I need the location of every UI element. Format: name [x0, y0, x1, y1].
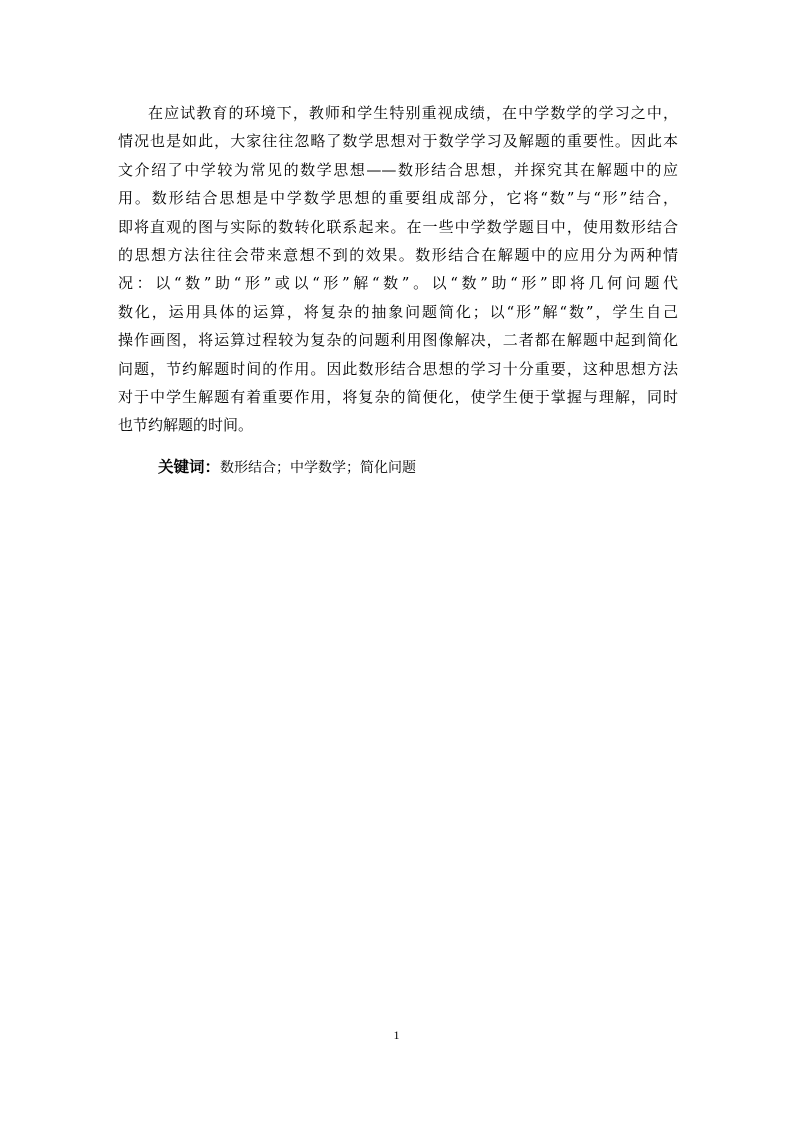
abstract-line: 也节约解题的时间。: [118, 416, 254, 435]
abstract-line: 即将直观的图与实际的数转化联系起来。在一些中学数学题目中，使用数形结合: [118, 217, 678, 236]
abstract-paragraph: [118, 99, 678, 440]
abstract-line: 况：以“数”助“形”或以“形”解“数”。以“数”助“形”即将几何问题代: [118, 274, 678, 293]
abstract-line: 文介绍了中学较为常见的数学思想——数形结合思想，并探究其在解题中的应: [118, 160, 678, 179]
abstract-line: 数化，运用具体的运算，将复杂的抽象问题简化；以“形”解“数”，学生自己: [118, 302, 678, 321]
abstract-line: 的思想方法往往会带来意想不到的效果。数形结合在解题中的应用分为两种情: [118, 245, 678, 264]
abstract-line: 操作画图，将运算过程较为复杂的问题利用图像解决，二者都在解题中起到简化: [118, 331, 678, 350]
keywords-line: [158, 454, 416, 480]
abstract-line: 对于中学生解题有着重要作用，将复杂的简便化，使学生便于掌握与理解，同时: [118, 387, 678, 406]
page-number: 1: [393, 1028, 400, 1042]
keywords-value: 数形结合；中学数学；简化问题: [220, 460, 417, 476]
abstract-line: 用。数形结合思想是中学数学思想的重要组成部分，它将“数”与“形”结合，: [118, 189, 678, 208]
abstract-line: 在应试教育的环境下，教师和学生特别重视成绩，在中学数学的学习之中，: [148, 104, 678, 122]
abstract-line: 情况也是如此，大家往往忽略了数学思想对于数学学习及解题的重要性。因此本: [118, 132, 678, 151]
abstract-line: 问题，节约解题时间的作用。因此数形结合思想的学习十分重要，这种思想方法: [118, 359, 678, 378]
keywords-label: 关键词：: [158, 458, 221, 476]
